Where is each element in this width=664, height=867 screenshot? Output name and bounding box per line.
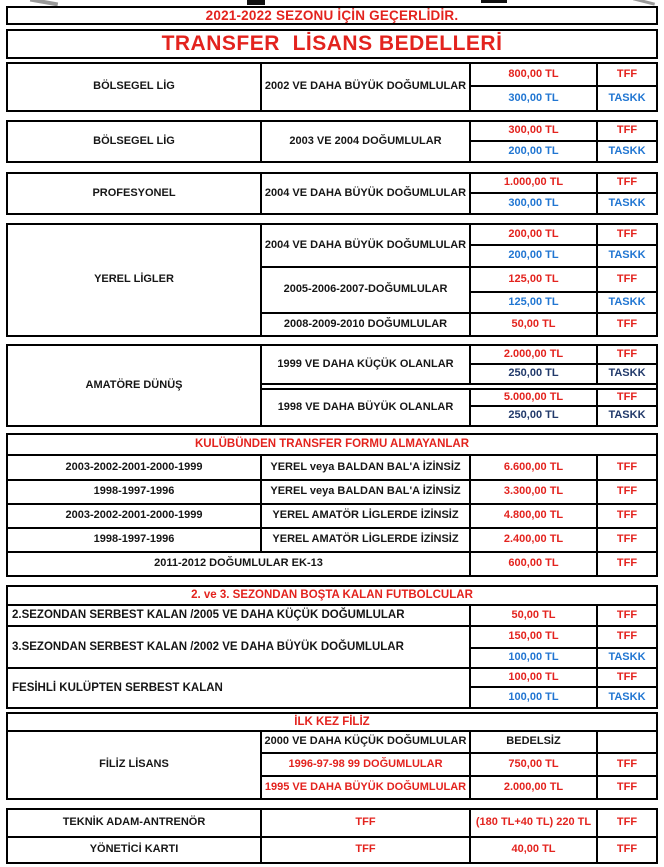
category-cell: BÖLSEGEL LİG bbox=[8, 64, 262, 110]
age-group-cell: 1996-97-98 99 DOĞUMLULAR bbox=[262, 754, 471, 777]
age-group-cell: 2002 VE DAHA BÜYÜK DOĞUMLULAR bbox=[262, 64, 471, 110]
fee-block-profesyonel bbox=[6, 172, 658, 215]
fee-block-yerel-ligler bbox=[6, 223, 658, 337]
fee-amount: 600,00 TL bbox=[471, 553, 598, 575]
fee-org: TFF bbox=[598, 505, 656, 529]
fee-amount: 3.300,00 TL bbox=[471, 481, 598, 505]
fee-org: TFF bbox=[598, 481, 656, 505]
fee-amount: 125,00 TL bbox=[471, 268, 598, 293]
fee-org: TASKK bbox=[598, 246, 656, 268]
age-group-cell: 1998 VE DAHA BÜYÜK OLANLAR bbox=[262, 390, 471, 425]
fee-amount: 200,00 TL bbox=[471, 142, 598, 161]
age-group-cell: 2003 VE 2004 DOĞUMLULAR bbox=[262, 122, 471, 161]
fee-amount: (180 TL+40 TL) 220 TL bbox=[471, 810, 598, 838]
row-label: FESİHLİ KULÜPTEN SERBEST KALAN bbox=[8, 669, 471, 707]
fee-amount: 300,00 TL bbox=[471, 87, 598, 110]
fee-amount: 800,00 TL bbox=[471, 64, 598, 87]
fee-org: TFF bbox=[616, 843, 638, 856]
years-cell: 1998-1997-1996 bbox=[8, 529, 262, 553]
fee-amount: 40,00 TL bbox=[471, 838, 598, 862]
category-cell: BÖLSEGEL LİG bbox=[8, 122, 262, 161]
fee-amount: 300,00 TL bbox=[471, 122, 598, 142]
fee-amount: 200,00 TL bbox=[471, 246, 598, 268]
authority-cell: TFF bbox=[262, 810, 471, 838]
age-group-cell: 1999 VE DAHA KÜÇÜK OLANLAR bbox=[262, 346, 471, 383]
fee-org: TFF bbox=[598, 456, 656, 481]
page-title: TRANSFER LİSANS BEDELLERİ bbox=[161, 32, 503, 55]
section-kulubunden bbox=[6, 433, 658, 577]
fee-org: TASKK bbox=[608, 367, 646, 380]
years-cell: 2003-2002-2001-2000-1999 bbox=[8, 456, 262, 481]
fee-amount: 4.800,00 TL bbox=[471, 505, 598, 529]
fee-amount: 2.000,00 TL bbox=[471, 777, 598, 798]
fee-amount: 250,00 TL bbox=[471, 365, 598, 383]
fee-org: TASKK bbox=[608, 196, 646, 209]
age-group-cell: 2008-2009-2010 DOĞUMLULAR bbox=[262, 314, 471, 335]
season-note: 2021-2022 SEZONU İÇİN GEÇERLİDİR. bbox=[205, 8, 459, 23]
section-title: KULÜBÜNDEN TRANSFER FORMU ALMAYANLAR bbox=[8, 435, 656, 456]
fee-amount: 50,00 TL bbox=[471, 606, 598, 627]
fee-org: TASKK bbox=[608, 690, 646, 703]
fee-org: TFF bbox=[598, 346, 656, 365]
fee-org: TFF bbox=[598, 606, 656, 627]
fee-amount: 125,00 TL bbox=[471, 293, 598, 314]
row-label: YÖNETİCİ KARTI bbox=[8, 838, 262, 862]
section-ilk-kez-filiz bbox=[6, 712, 658, 800]
fee-amount: 750,00 TL bbox=[471, 754, 598, 777]
fee-org: TFF bbox=[598, 754, 656, 777]
fee-org: TASKK bbox=[608, 91, 646, 104]
section-bosta-kalan bbox=[6, 585, 658, 709]
fee-block-amatore-donus bbox=[6, 344, 658, 427]
condition-cell: YEREL veya BALDAN BAL'A İZİNSİZ bbox=[262, 481, 471, 505]
fee-org: TFF bbox=[598, 225, 656, 246]
fee-amount: 2.000,00 TL bbox=[471, 346, 598, 365]
sub-box-divider bbox=[262, 383, 656, 390]
fee-org: TFF bbox=[598, 174, 656, 194]
fee-amount: 300,00 TL bbox=[471, 194, 598, 213]
season-note-bar bbox=[6, 6, 658, 25]
age-group-cell: 2004 VE DAHA BÜYÜK DOĞUMLULAR bbox=[262, 225, 471, 268]
section-other-cards bbox=[6, 808, 658, 864]
fee-amount: 6.600,00 TL bbox=[471, 456, 598, 481]
fee-amount: 5.000,00 TL bbox=[471, 390, 598, 407]
fee-org: TFF bbox=[598, 390, 656, 407]
fee-org: TFF bbox=[616, 557, 638, 570]
fee-amount: 100,00 TL bbox=[471, 688, 598, 707]
fee-sheet bbox=[6, 0, 658, 864]
fee-org: TFF bbox=[598, 268, 656, 293]
fee-amount: 200,00 TL bbox=[471, 225, 598, 246]
years-cell: 2003-2002-2001-2000-1999 bbox=[8, 505, 262, 529]
condition-cell: YEREL AMATÖR LİGLERDE İZİNSİZ bbox=[262, 529, 471, 553]
fee-org: TASKK bbox=[608, 144, 646, 157]
section-title: İLK KEZ FİLİZ bbox=[8, 714, 656, 732]
fee-amount: 100,00 TL bbox=[471, 649, 598, 669]
section-title: 2. ve 3. SEZONDAN BOŞTA KALAN FUTBOLCULAR bbox=[8, 587, 656, 606]
row-label: 3.SEZONDAN SERBEST KALAN /2002 VE DAHA BÜYÜK DOĞUMLULAR bbox=[8, 627, 471, 669]
age-group-cell: 2000 VE DAHA KÜÇÜK DOĞUMLULAR bbox=[262, 732, 471, 754]
fee-block-bolsegel-2002 bbox=[6, 62, 658, 112]
page-title-bar bbox=[6, 29, 658, 59]
fee-amount: 1.000,00 TL bbox=[471, 174, 598, 194]
condition-cell: YEREL veya BALDAN BAL'A İZİNSİZ bbox=[262, 456, 471, 481]
fee-amount: 2.400,00 TL bbox=[471, 529, 598, 553]
fee-org: TFF bbox=[616, 780, 638, 793]
row-label: TEKNİK ADAM-ANTRENÖR bbox=[8, 810, 262, 838]
fee-org bbox=[598, 732, 656, 754]
fee-amount: BEDELSİZ bbox=[471, 732, 598, 754]
fee-org: TFF bbox=[598, 122, 656, 142]
row-label: 2.SEZONDAN SERBEST KALAN /2005 VE DAHA KÜÇÜK DOĞUMLULAR bbox=[8, 606, 471, 627]
fee-amount: 50,00 TL bbox=[471, 314, 598, 335]
fee-amount: 100,00 TL bbox=[471, 669, 598, 688]
fee-org: TFF bbox=[598, 529, 656, 553]
category-cell: FİLİZ LİSANS bbox=[8, 732, 262, 798]
authority-cell: TFF bbox=[262, 838, 471, 862]
fee-block-bolsegel-2003-2004 bbox=[6, 120, 658, 163]
category-cell: PROFESYONEL bbox=[8, 174, 262, 213]
fee-org: TFF bbox=[598, 627, 656, 649]
row-label: 2011-2012 DOĞUMLULAR EK-13 bbox=[8, 553, 471, 575]
fee-org: TFF bbox=[598, 64, 656, 87]
age-group-cell: 1995 VE DAHA BÜYÜK DOĞUMLULAR bbox=[262, 777, 471, 798]
fee-amount: 250,00 TL bbox=[471, 407, 598, 425]
fee-org: TASKK bbox=[608, 409, 646, 422]
fee-amount: 150,00 TL bbox=[471, 627, 598, 649]
years-cell: 1998-1997-1996 bbox=[8, 481, 262, 505]
fee-org: TASKK bbox=[598, 293, 656, 314]
category-cell: AMATÖRE DÜNÜŞ bbox=[8, 346, 262, 425]
fee-org: TFF bbox=[616, 317, 638, 330]
fee-org: TASKK bbox=[598, 649, 656, 669]
age-group-cell: 2005-2006-2007-DOĞUMLULAR bbox=[262, 268, 471, 314]
fee-org: TFF bbox=[598, 669, 656, 688]
condition-cell: YEREL AMATÖR LİGLERDE İZİNSİZ bbox=[262, 505, 471, 529]
fee-org: TFF bbox=[598, 810, 656, 838]
category-cell: YEREL LİGLER bbox=[8, 225, 262, 335]
age-group-cell: 2004 VE DAHA BÜYÜK DOĞUMLULAR bbox=[262, 174, 471, 213]
